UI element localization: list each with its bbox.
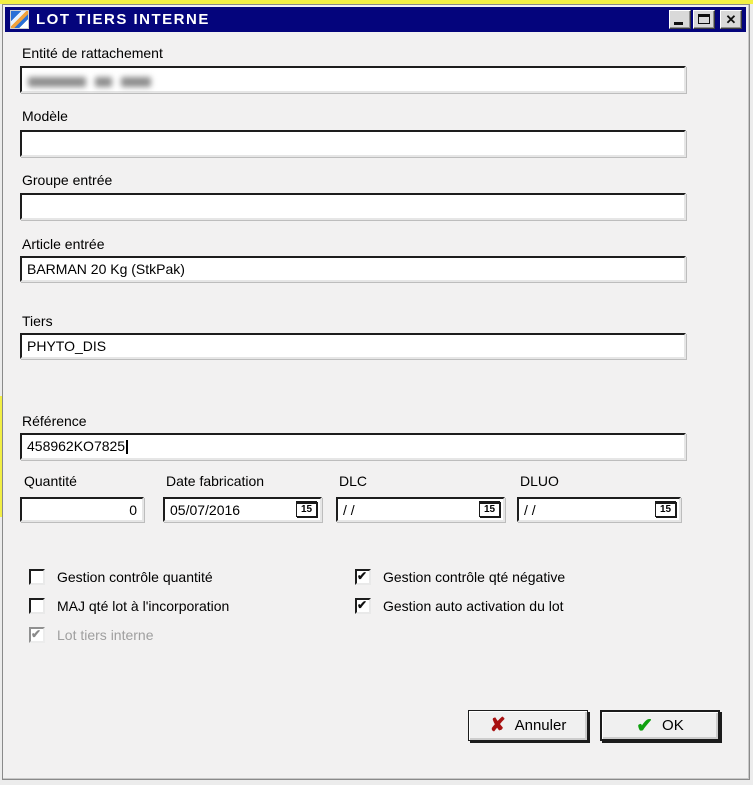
entite-field[interactable] bbox=[20, 66, 686, 93]
calendar-icon[interactable]: 15 bbox=[296, 501, 317, 517]
reference-label: Référence bbox=[22, 413, 87, 429]
groupe-field[interactable] bbox=[20, 193, 686, 220]
checkbox-icon[interactable] bbox=[355, 598, 371, 614]
maximize-icon bbox=[698, 14, 710, 24]
date-fabrication-field[interactable] bbox=[163, 497, 322, 522]
tiers-label: Tiers bbox=[22, 313, 53, 329]
dluo-label: DLUO bbox=[520, 473, 559, 489]
checkbox-label: MAJ qté lot à l'incorporation bbox=[57, 598, 230, 614]
checkbox-maj-qte-lot[interactable] bbox=[29, 598, 229, 614]
minimize-icon bbox=[674, 22, 683, 25]
checkbox-icon[interactable] bbox=[29, 598, 45, 614]
maximize-button[interactable] bbox=[693, 10, 715, 29]
annuler-button[interactable] bbox=[468, 710, 588, 741]
dlc-field[interactable] bbox=[336, 497, 505, 522]
checkbox-icon bbox=[29, 627, 45, 643]
dlc-value: / / bbox=[343, 502, 355, 518]
checkbox-label: Gestion contrôle quantité bbox=[57, 569, 213, 585]
entite-label: Entité de rattachement bbox=[22, 45, 163, 61]
window-controls bbox=[667, 10, 742, 29]
close-button[interactable] bbox=[720, 10, 742, 29]
close-icon: ✕ bbox=[725, 12, 737, 27]
red-x-icon: ✘ bbox=[489, 715, 506, 736]
titlebar[interactable] bbox=[5, 7, 746, 32]
dluo-field[interactable] bbox=[517, 497, 681, 522]
checkbox-gestion-controle-qte-negative[interactable] bbox=[355, 569, 565, 585]
checkbox-label: Gestion auto activation du lot bbox=[383, 598, 564, 614]
quantite-value: 0 bbox=[129, 502, 137, 518]
checkbox-icon[interactable] bbox=[355, 569, 371, 585]
modele-field[interactable] bbox=[20, 130, 686, 157]
checkbox-label: Gestion contrôle qté négative bbox=[383, 569, 566, 585]
lot-tiers-interne-dialog bbox=[2, 4, 750, 780]
checkbox-icon[interactable] bbox=[29, 569, 45, 585]
date-fabrication-label: Date fabrication bbox=[166, 473, 265, 489]
modele-value bbox=[22, 132, 684, 138]
date-fabrication-value: 05/07/2016 bbox=[170, 502, 241, 518]
tiers-field[interactable] bbox=[20, 333, 686, 359]
text-caret bbox=[126, 440, 128, 454]
quantite-field[interactable] bbox=[20, 497, 144, 522]
groupe-value bbox=[22, 195, 684, 201]
article-label: Article entrée bbox=[22, 236, 105, 252]
entite-redacted-value bbox=[22, 68, 684, 96]
article-field[interactable] bbox=[20, 256, 686, 282]
checkbox-gestion-auto-activation[interactable] bbox=[355, 598, 564, 614]
dlc-label: DLC bbox=[339, 473, 368, 489]
ok-button-label: OK bbox=[662, 717, 684, 734]
quantite-label: Quantité bbox=[24, 473, 77, 489]
calendar-icon[interactable]: 15 bbox=[479, 501, 500, 517]
checkbox-lot-tiers-interne bbox=[29, 627, 154, 643]
green-check-icon: ✔ bbox=[636, 714, 654, 737]
dluo-value: / / bbox=[524, 502, 536, 518]
annuler-button-label: Annuler bbox=[514, 717, 567, 734]
ok-button[interactable] bbox=[600, 710, 720, 741]
window-title: LOT TIERS INTERNE bbox=[36, 11, 210, 28]
checkbox-gestion-controle-quantite[interactable] bbox=[29, 569, 213, 585]
article-value: BARMAN 20 Kg (StkPak) bbox=[27, 261, 185, 277]
checkbox-label: Lot tiers interne bbox=[57, 627, 154, 643]
tiers-value: PHYTO_DIS bbox=[27, 338, 107, 354]
reference-field[interactable] bbox=[20, 433, 686, 460]
app-icon bbox=[10, 10, 29, 29]
reference-value: 458962KO7825 bbox=[22, 435, 684, 457]
minimize-button[interactable] bbox=[669, 10, 691, 29]
calendar-icon[interactable]: 15 bbox=[655, 501, 676, 517]
modele-label: Modèle bbox=[22, 108, 68, 124]
groupe-label: Groupe entrée bbox=[22, 172, 113, 188]
